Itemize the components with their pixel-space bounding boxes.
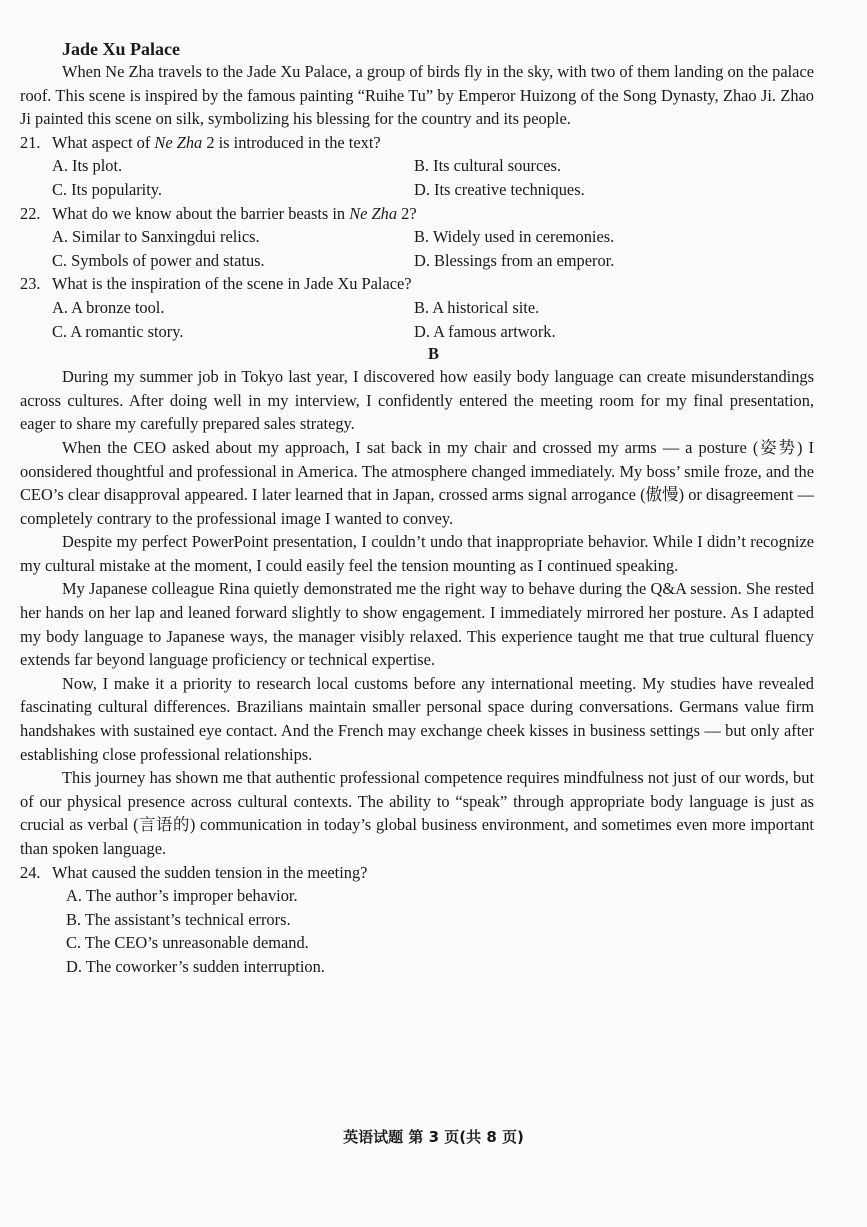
question-number: 24. bbox=[20, 862, 41, 882]
question-number: 21. bbox=[20, 132, 41, 152]
stem-text-end: 2? bbox=[397, 203, 417, 223]
passage-b-paragraph-6: This journey has shown me that authentic professional competence requires mindfulness not just of our words, but of our physical presence across cultural contexts. The ability to “speak” through appropriate body language is just as crucial as verbal (言语的) communication in today’s global business environment, and sometimes even more important than spoken language. bbox=[20, 768, 814, 858]
option-c[interactable]: C. The CEO’s unreasonable demand. bbox=[66, 933, 309, 953]
option-d[interactable]: D. A famous artwork. bbox=[414, 321, 556, 341]
option-b[interactable]: B. The assistant’s technical errors. bbox=[66, 909, 291, 929]
stem-text: What aspect of bbox=[52, 132, 155, 152]
option-b[interactable]: B. Its cultural sources. bbox=[414, 156, 562, 176]
option-c[interactable]: C. Its popularity. bbox=[52, 179, 163, 199]
question-24 bbox=[20, 861, 867, 979]
page-content bbox=[0, 38, 867, 979]
options-grid bbox=[52, 296, 867, 343]
option-a[interactable]: A. A bronze tool. bbox=[52, 297, 165, 317]
question-number: 23. bbox=[20, 274, 41, 294]
option-d[interactable]: D. Blessings from an emperor. bbox=[414, 250, 615, 270]
passage-b-paragraph-1: During my summer job in Tokyo last year, I discovered how easily body language can create misunderstandings across cultures. After doing well in my interview, I confidently entered the meeting room for my final presentation, eager to share my carefully prepared sales strategy. bbox=[20, 367, 814, 434]
question-stem bbox=[20, 861, 867, 885]
section-title: Jade Xu Palace bbox=[62, 39, 180, 59]
option-c[interactable]: C. Symbols of power and status. bbox=[52, 250, 265, 270]
option-b[interactable]: B. Widely used in ceremonies. bbox=[414, 227, 615, 247]
passage-b-paragraph-5: Now, I make it a priority to research local customs before any international meeting. My studies have revealed fascinating cultural differences. Brazilians maintain smaller personal space during conversations. Germans value firm handshakes with sustained eye contact. And the French may exchange cheek kisses in business settings — but only after establishing close professional relationships. bbox=[20, 673, 814, 764]
stem-text: What is the inspiration of the scene in Jade Xu Palace? bbox=[52, 274, 412, 294]
option-a[interactable]: A. The author’s improper behavior. bbox=[66, 886, 298, 906]
options-grid bbox=[52, 154, 867, 201]
passage-b-paragraph-4: My Japanese colleague Rina quietly demonstrated me the right way to behave during the Q&A session. She rested her hands on her lap and leaned forward slightly to show engagement. I immediately mirrored her posture. As I adapted my body language to Japanese ways, the manager visibly relaxed. This experience taught me that true cultural fluency extends far beyond language proficiency or technical expertise. bbox=[20, 579, 814, 670]
question-23 bbox=[20, 272, 867, 343]
stem-text: What caused the sudden tension in the meeting? bbox=[52, 862, 368, 882]
option-b[interactable]: B. A historical site. bbox=[414, 297, 540, 317]
page-footer: 英语试题 第 3 页(共 8 页) bbox=[343, 1128, 524, 1146]
stem-text: What do we know about the barrier beasts in bbox=[52, 203, 350, 223]
question-number: 22. bbox=[20, 203, 41, 223]
option-a[interactable]: A. Its plot. bbox=[52, 156, 123, 176]
part-b-heading: B bbox=[428, 344, 439, 364]
passage-b-paragraph-3: Despite my perfect PowerPoint presentation, I couldn’t undo that inappropriate behavior. While I didn’t recognize my cultural mistake at the moment, I could easily feel the tension mounting as I continued speaking. bbox=[20, 532, 814, 575]
passage-a-paragraph: When Ne Zha travels to the Jade Xu Palace, a group of birds fly in the sky, with two of them landing on the palace roof. This scene is inspired by the famous painting “Ruihe Tu” by Emperor Huizong of the Song Dynasty, Zhao Ji. Zhao Ji painted this scene on silk, symbolizing his blessing for the country and its people. bbox=[20, 62, 814, 129]
question-stem bbox=[20, 272, 867, 296]
stem-text-end: 2 is introduced in the text? bbox=[202, 132, 381, 152]
question-stem bbox=[20, 202, 867, 226]
options-list bbox=[66, 884, 867, 978]
options-grid bbox=[52, 225, 867, 272]
question-stem bbox=[20, 131, 867, 155]
question-21 bbox=[20, 131, 867, 202]
option-a[interactable]: A. Similar to Sanxingdui relics. bbox=[52, 227, 260, 247]
stem-title-italic: Ne Zha bbox=[154, 132, 203, 152]
question-22 bbox=[20, 202, 867, 273]
option-d[interactable]: D. Its creative techniques. bbox=[414, 179, 585, 199]
passage-b-paragraph-2: When the CEO asked about my approach, I sat back in my chair and crossed my arms — a posture (姿势) I oonsidered thoughtful and professional in America. The atmosphere changed immediately. My boss’ smile froze, and the CEO’s clear disapproval appeared. I later learned that in Japan, crossed arms signal arrogance (傲慢) or disagreement — completely contrary to the professional image I wanted to convey. bbox=[20, 437, 814, 528]
option-d[interactable]: D. The coworker’s sudden interruption. bbox=[66, 956, 325, 976]
stem-title-italic: Ne Zha bbox=[349, 203, 398, 223]
option-c[interactable]: C. A romantic story. bbox=[52, 321, 184, 341]
